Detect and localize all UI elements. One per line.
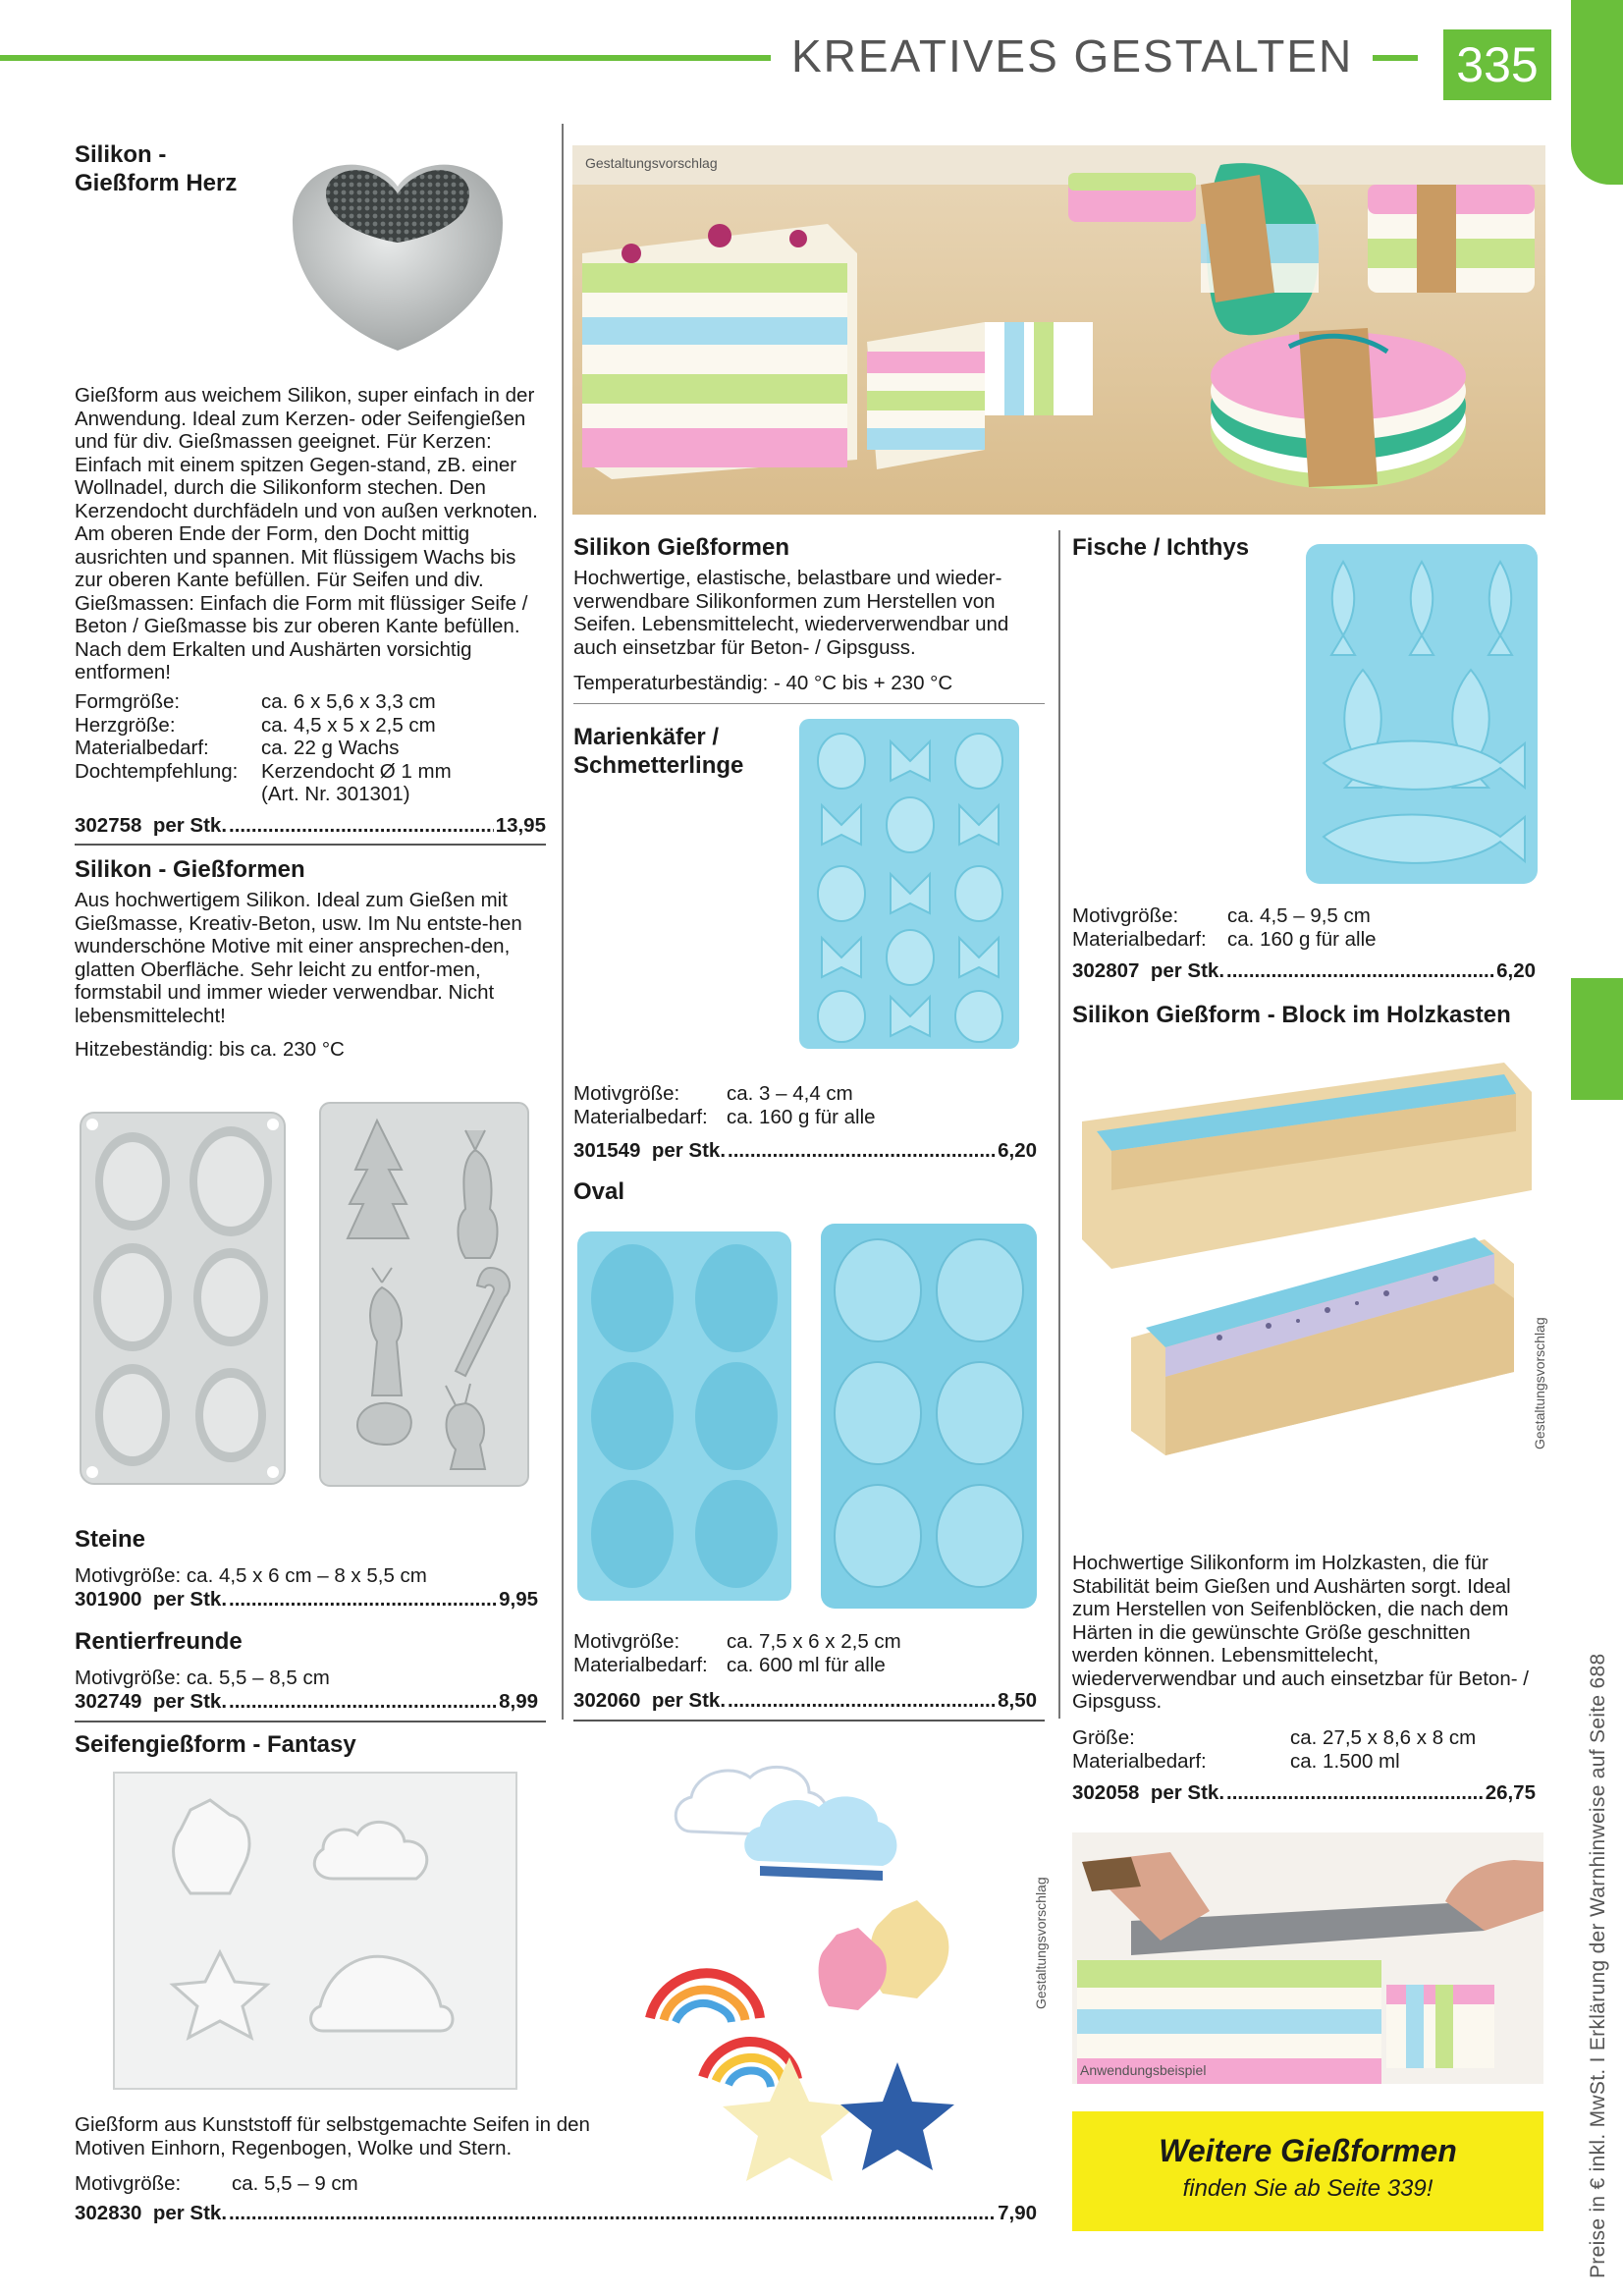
spec-label: Dochtempfehlung:: [75, 759, 239, 783]
divider: [573, 1720, 1045, 1722]
marienkaefer-order-row: [573, 1139, 1037, 1163]
spec-value: ca. 3 – 4,4 cm: [727, 1082, 853, 1105]
spec-value: ca. 27,5 x 8,6 x 8 cm: [1290, 1726, 1477, 1749]
header-left-line: [0, 55, 771, 61]
cutting-photo: [1072, 1832, 1543, 2084]
silikon-giessformen-description: Aus hochwertigem Silikon. Ideal zum Gießen mit Gießmasse, Kreativ-Beton, usw. Im Nu entste-hen wunderschöne Motive mit einer ansprechen-den, glatten Oberfläche. Sehr leicht zu entfor-men, formstabil und immer wieder verwendbar. Nicht lebensmittelecht!: [75, 889, 522, 1027]
spec-label: Größe:: [1072, 1726, 1135, 1749]
per-unit: per Stk.: [152, 814, 228, 837]
article-number: 302060: [573, 1689, 641, 1712]
price: 8,99: [499, 1690, 538, 1713]
fische-specs: [1072, 904, 1377, 951]
spec-label: Motivgröße:: [75, 2172, 182, 2195]
spec-value: ca. 4,5 x 5 x 2,5 cm: [261, 713, 436, 737]
spec-label: Materialbedarf:: [75, 737, 209, 759]
page-number: 335: [1456, 37, 1539, 92]
soap-photo-caption: Gestaltungsvorschlag: [585, 155, 718, 171]
spec-value: ca. 1.500 ml: [1290, 1749, 1400, 1773]
fantasy-order-row: [75, 2202, 1037, 2225]
spec-label: Materialbedarf:: [1072, 927, 1207, 951]
spec-value: ca. 7,5 x 6 x 2,5 cm: [727, 1630, 901, 1653]
side-price-note: Preise in € inkl. MwSt. I Erklärung der Warnhinweise auf Seite 688: [1587, 1653, 1609, 2278]
heart-mold-image: [285, 149, 511, 355]
oval-title: Oval: [573, 1178, 625, 1205]
heart-title: [75, 140, 237, 197]
fantasy-photo-caption: Gestaltungsvorschlag: [1033, 1877, 1049, 2009]
price: 9,95: [499, 1588, 538, 1611]
rentier-motif: Motivgröße: ca. 5,5 – 8,5 cm: [75, 1667, 330, 1689]
spec-value: ca. 5,5 – 9 cm: [232, 2172, 358, 2195]
spec-label: [75, 783, 261, 806]
marienkaefer-title: [573, 723, 743, 780]
marienkaefer-title-line2: Schmetterlinge: [573, 752, 744, 779]
fische-title: Fische / Ichthys: [1072, 534, 1250, 561]
spec-label: Materialbedarf:: [1072, 1749, 1207, 1773]
per-unit: per Stk.: [152, 1588, 228, 1611]
spec-value: ca. 160 g für alle: [1227, 927, 1377, 951]
cutting-photo-caption: Anwendungsbeispiel: [1080, 2062, 1207, 2078]
column-divider-1: [562, 124, 564, 1720]
steine-mold-image: [79, 1111, 287, 1486]
promo-box[interactable]: [1072, 2111, 1543, 2231]
price: 7,90: [998, 2202, 1037, 2224]
spec-value: ca. 6 x 5,6 x 3,3 cm: [261, 690, 436, 713]
article-number: 302758: [75, 814, 142, 837]
per-unit: per Stk.: [1150, 1781, 1225, 1804]
article-number: 302807: [1072, 959, 1140, 982]
price: 6,20: [1496, 959, 1536, 982]
temperature: Temperaturbeständig: - 40 °C bis + 230 °C: [573, 672, 953, 694]
rentier-mold-image: [318, 1101, 530, 1488]
article-number: 301900: [75, 1588, 142, 1611]
oval-specs: [573, 1630, 901, 1676]
price: 13,95: [495, 814, 546, 837]
block-order-row: [1072, 1781, 1536, 1805]
per-unit: per Stk.: [1150, 959, 1225, 982]
spec-label: Motivgröße:: [1072, 904, 1179, 927]
column-divider-2: [1058, 530, 1060, 1719]
heart-title-line1: Silikon -: [75, 141, 167, 168]
article-number: 302058: [1072, 1781, 1140, 1804]
spec-value: ca. 600 ml für alle: [727, 1653, 886, 1676]
price: 6,20: [998, 1139, 1037, 1162]
divider: [573, 703, 1045, 704]
spec-value: (Art. Nr. 301301): [261, 783, 410, 805]
leader-dots: [229, 1690, 497, 1714]
silikon-food-description: Hochwertige, elastische, belastbare und wieder-verwendbare Silikonformen zum Herstellen von Seifen. Lebensmittelecht, wiederverwendbar und auch einsetzbar für Beton- / Gipsguss.: [573, 567, 1009, 659]
per-unit: per Stk.: [152, 2202, 228, 2224]
rentier-title: Rentierfreunde: [75, 1628, 243, 1655]
per-unit: per Stk.: [152, 1690, 228, 1713]
page-title: KREATIVES GESTALTEN: [791, 30, 1354, 82]
fische-mold-image: [1304, 542, 1540, 886]
marienkaefer-specs: [573, 1082, 876, 1128]
marienkaefer-title-line1: Marienkäfer /: [573, 724, 720, 750]
block-photo-caption: Gestaltungsvorschlag: [1532, 1317, 1547, 1449]
leader-dots: [1226, 959, 1494, 983]
steine-order-row: [75, 1588, 538, 1612]
spec-label: Motivgröße:: [573, 1082, 680, 1105]
fantasy-soaps-photo: [613, 1753, 1037, 2185]
article-number: 302749: [75, 1690, 142, 1713]
rentier-order-row: [75, 1690, 538, 1714]
header-right-line: [1373, 55, 1418, 61]
spec-value: ca. 22 g Wachs: [261, 737, 400, 759]
leader-dots: [229, 814, 494, 838]
oval-order-row: [573, 1689, 1037, 1713]
leader-dots: [229, 1588, 497, 1612]
spec-label: Materialbedarf:: [573, 1653, 708, 1676]
leader-dots: [1226, 1781, 1484, 1805]
price: 8,50: [998, 1689, 1037, 1712]
promo-title: Weitere Gießformen: [1159, 2133, 1457, 2168]
article-number: 301549: [573, 1139, 641, 1162]
heat-resistance: Hitzebeständig: bis ca. 230 °C: [75, 1038, 345, 1061]
marienkaefer-mold-image: [797, 717, 1021, 1051]
leader-dots: [728, 1139, 996, 1163]
article-number: 302830: [75, 2202, 142, 2224]
spec-label: Herzgröße:: [75, 713, 176, 737]
leader-dots: [728, 1689, 996, 1713]
block-mold-image: [1072, 1043, 1536, 1463]
heart-title-line2: Gießform Herz: [75, 170, 238, 196]
divider: [75, 844, 546, 846]
promo-subtitle: finden Sie ab Seite 339!: [1182, 2175, 1434, 2202]
silikon-food-title: Silikon Gießformen: [573, 534, 790, 561]
heart-specs: [75, 690, 452, 806]
spec-label: Materialbedarf:: [573, 1105, 708, 1128]
spec-value: ca. 4,5 – 9,5 cm: [1227, 904, 1371, 927]
spec-label: Motivgröße:: [573, 1630, 680, 1653]
spec-value: ca. 160 g für alle: [727, 1105, 876, 1128]
soap-photo: [572, 145, 1545, 515]
divider: [75, 1721, 546, 1722]
per-unit: per Stk.: [651, 1139, 727, 1162]
side-tab: [1571, 978, 1623, 1100]
block-description: Hochwertige Silikonform im Holzkasten, die für Stabilität beim Gießen und Aushärten sorgt. Ideal zum Herstellen von Seifenblöcken, die nach dem Härten in die gewünschte Größe geschnitten werden können. Lebensmittelecht, wiederverwendbar und auch einsetzbar für Beton- / Gipsguss.: [1072, 1552, 1529, 1713]
fische-order-row: [1072, 959, 1536, 983]
oval-mold-image-1: [575, 1230, 793, 1603]
fantasy-mold-image: [112, 1771, 518, 2091]
corner-tab: [1571, 0, 1623, 185]
oval-mold-image-2: [819, 1222, 1039, 1611]
steine-motif: Motivgröße: ca. 4,5 x 6 cm – 8 x 5,5 cm: [75, 1564, 427, 1587]
heart-order-row: [75, 814, 546, 838]
steine-title: Steine: [75, 1526, 146, 1553]
fantasy-title: Seifengießform - Fantasy: [75, 1731, 356, 1758]
spec-value: Kerzendocht Ø 1 mm: [261, 759, 452, 783]
per-unit: per Stk.: [651, 1689, 727, 1712]
block-specs: [1072, 1726, 1476, 1773]
block-title: Silikon Gießform - Block im Holzkasten: [1072, 1002, 1511, 1028]
silikon-giessformen-title: Silikon - Gießformen: [75, 856, 305, 883]
price: 26,75: [1485, 1781, 1536, 1804]
fantasy-spec: [75, 2172, 358, 2196]
spec-label: Formgröße:: [75, 690, 181, 713]
heart-description: Gießform aus weichem Silikon, super einfach in der Anwendung. Ideal zum Kerzen- oder Seifengießen und für div. Gießmassen geeignet. Für Kerzen: Einfach mit einem spitzen Gegen-stand, zB. einer Wollnadel, durch die Silikonform stechen. Den Kerzendocht durchfädeln und von außen verknoten. Am oberen Ende der Form, den Docht mittig ausrichten und spannen. Mit flüssigem Wachs bis zur oberen Kante befüllen. Für Seifen und div. Gießmassen: Einfach die Form mit flüssiger Seife / Beton / Gießmasse bis zur oberen Kante befüllen. Nach dem Erkalten und Aushärten vorsichtig entformen!: [75, 384, 538, 683]
fantasy-description: Gießform aus Kunststoff für selbstgemachte Seifen in den Motiven Einhorn, Regenbogen, Wolke und Stern.: [75, 2113, 590, 2159]
leader-dots: [229, 2202, 996, 2225]
